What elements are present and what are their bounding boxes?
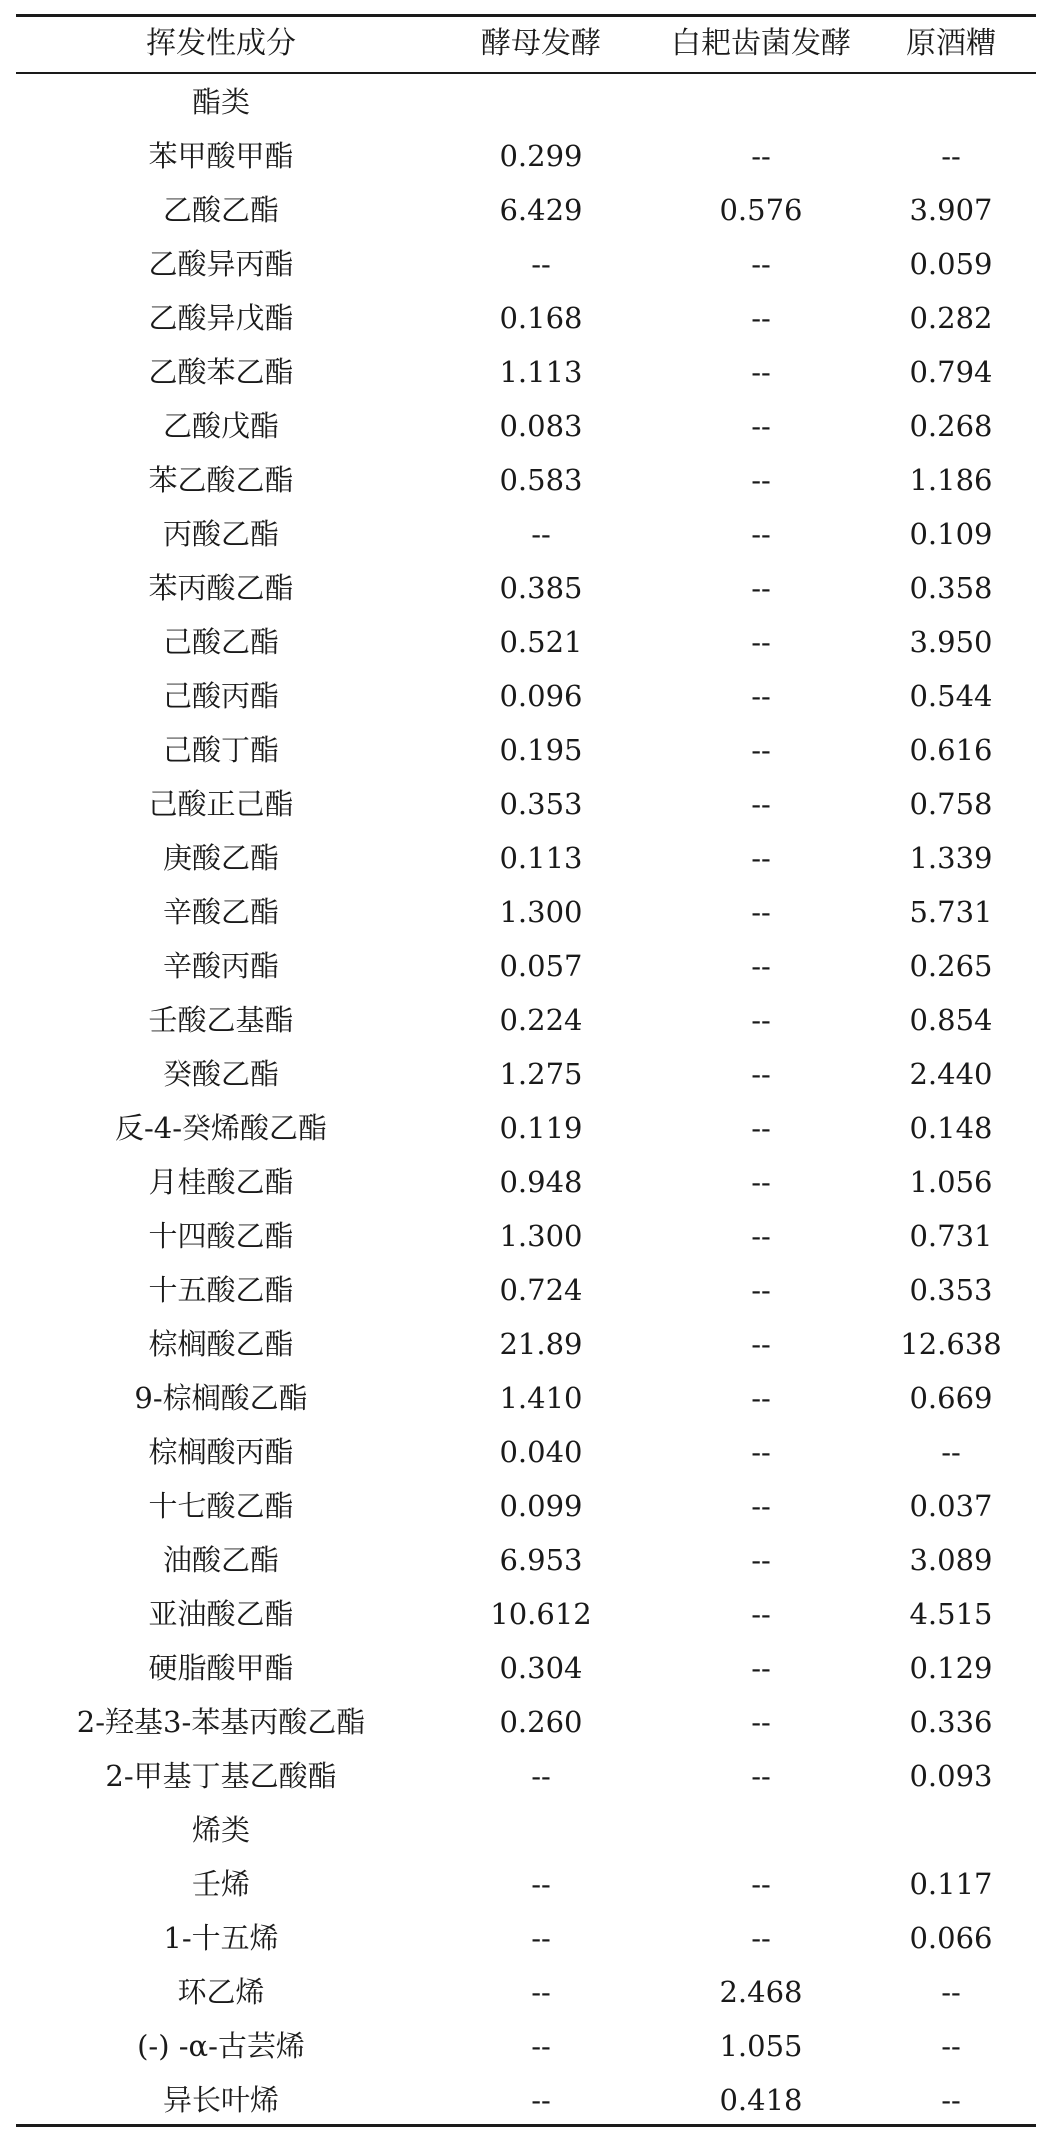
component-cell: 苯甲酸甲酯 bbox=[148, 139, 294, 173]
original-cell: -- bbox=[941, 2029, 961, 2063]
component-cell: 己酸正己酯 bbox=[148, 787, 294, 821]
category-label: 烯类 bbox=[191, 1813, 250, 1847]
table-row bbox=[16, 615, 1036, 669]
original-cell: 0.731 bbox=[909, 1219, 993, 1253]
fungus-cell: -- bbox=[751, 463, 771, 497]
table-row bbox=[16, 831, 1036, 885]
fungus-cell: -- bbox=[751, 1057, 771, 1091]
fungus-cell: -- bbox=[751, 1489, 771, 1523]
yeast-cell: 0.948 bbox=[499, 1165, 583, 1199]
yeast-cell: 0.096 bbox=[499, 679, 583, 713]
component-cell: 癸酸乙酯 bbox=[162, 1057, 279, 1091]
original-cell: 0.758 bbox=[909, 787, 993, 821]
component-cell: 辛酸乙酯 bbox=[162, 895, 279, 929]
original-cell: 4.515 bbox=[909, 1597, 993, 1631]
component-cell: 月桂酸乙酯 bbox=[148, 1165, 294, 1199]
yeast-cell: 0.724 bbox=[499, 1273, 583, 1307]
table-row bbox=[16, 1911, 1036, 1965]
table-row bbox=[16, 1155, 1036, 1209]
original-cell: 0.059 bbox=[909, 247, 993, 281]
yeast-cell: 0.224 bbox=[499, 1003, 583, 1037]
fungus-cell: -- bbox=[751, 1327, 771, 1361]
original-cell: 0.117 bbox=[909, 1867, 993, 1901]
yeast-cell: 0.083 bbox=[499, 409, 583, 443]
yeast-cell: 6.953 bbox=[499, 1543, 583, 1577]
original-cell bbox=[866, 75, 1036, 129]
table-row bbox=[16, 723, 1036, 777]
yeast-cell: 0.195 bbox=[499, 733, 583, 767]
fungus-cell: -- bbox=[751, 1435, 771, 1469]
original-cell: -- bbox=[941, 139, 961, 173]
original-cell: 5.731 bbox=[909, 895, 993, 929]
fungus-cell: -- bbox=[751, 517, 771, 551]
fungus-cell: -- bbox=[751, 1867, 771, 1901]
component-cell: 异长叶烯 bbox=[162, 2083, 279, 2117]
component-cell: 壬烯 bbox=[191, 1867, 250, 1901]
component-cell: 庚酸乙酯 bbox=[162, 841, 279, 875]
yeast-cell: 0.099 bbox=[499, 1489, 583, 1523]
fungus-cell: -- bbox=[751, 1705, 771, 1739]
table-row bbox=[16, 1749, 1036, 1803]
yeast-cell: 0.119 bbox=[499, 1111, 583, 1145]
component-cell: 己酸丁酯 bbox=[162, 733, 279, 767]
yeast-cell: -- bbox=[531, 517, 551, 551]
original-cell: 2.440 bbox=[909, 1057, 993, 1091]
fungus-cell bbox=[656, 75, 866, 129]
yeast-cell: -- bbox=[531, 1975, 551, 2009]
fungus-cell: -- bbox=[751, 1921, 771, 1955]
table-row bbox=[16, 183, 1036, 237]
yeast-cell: -- bbox=[531, 1759, 551, 1793]
original-cell: 0.037 bbox=[909, 1489, 993, 1523]
column-header-component: 挥发性成分 bbox=[146, 26, 296, 61]
table-row bbox=[16, 993, 1036, 1047]
component-cell: 油酸乙酯 bbox=[162, 1543, 279, 1577]
yeast-cell: 0.168 bbox=[499, 301, 583, 335]
yeast-cell: 1.113 bbox=[499, 355, 583, 389]
column-header-fungus: 白耙齿菌发酵 bbox=[671, 26, 851, 61]
table-row bbox=[16, 1047, 1036, 1101]
component-cell: 乙酸异戊酯 bbox=[148, 301, 294, 335]
original-cell: 0.282 bbox=[909, 301, 993, 335]
component-cell: 环乙烯 bbox=[177, 1975, 265, 2009]
yeast-cell: -- bbox=[531, 247, 551, 281]
yeast-cell bbox=[426, 75, 656, 129]
component-cell: 棕榈酸乙酯 bbox=[148, 1327, 294, 1361]
fungus-cell: -- bbox=[751, 679, 771, 713]
yeast-cell: 0.521 bbox=[499, 625, 583, 659]
original-cell: 12.638 bbox=[900, 1327, 1002, 1361]
yeast-cell: 0.260 bbox=[499, 1705, 583, 1739]
original-cell: 0.265 bbox=[909, 949, 993, 983]
component-cell: 十七酸乙酯 bbox=[148, 1489, 294, 1523]
original-cell: 0.358 bbox=[909, 571, 993, 605]
table-row bbox=[16, 345, 1036, 399]
fungus-cell: -- bbox=[751, 1273, 771, 1307]
fungus-cell: 0.576 bbox=[719, 193, 803, 227]
original-cell: 0.353 bbox=[909, 1273, 993, 1307]
table-row bbox=[16, 1101, 1036, 1155]
original-cell: 0.268 bbox=[909, 409, 993, 443]
component-cell: 苯丙酸乙酯 bbox=[148, 571, 294, 605]
yeast-cell: 0.040 bbox=[499, 1435, 583, 1469]
original-cell: 0.109 bbox=[909, 517, 993, 551]
table-row bbox=[16, 291, 1036, 345]
category-row bbox=[16, 75, 1036, 129]
yeast-cell: 1.275 bbox=[499, 1057, 583, 1091]
fungus-cell: -- bbox=[751, 841, 771, 875]
fungus-cell: -- bbox=[751, 1165, 771, 1199]
table-row bbox=[16, 1641, 1036, 1695]
original-cell: 0.616 bbox=[909, 733, 993, 767]
yeast-cell: 0.353 bbox=[499, 787, 583, 821]
yeast-cell: 0.113 bbox=[499, 841, 583, 875]
table-row bbox=[16, 1695, 1036, 1749]
fungus-cell: -- bbox=[751, 409, 771, 443]
fungus-cell: -- bbox=[751, 1543, 771, 1577]
column-header-yeast: 酵母发酵 bbox=[481, 26, 601, 61]
yeast-cell: 0.057 bbox=[499, 949, 583, 983]
table-row bbox=[16, 399, 1036, 453]
yeast-cell: -- bbox=[531, 1921, 551, 1955]
original-cell: 3.907 bbox=[909, 193, 993, 227]
original-cell: 0.794 bbox=[909, 355, 993, 389]
fungus-cell: -- bbox=[751, 1003, 771, 1037]
component-cell: 乙酸戊酯 bbox=[162, 409, 279, 443]
component-cell: (-) -α-古芸烯 bbox=[137, 2029, 305, 2063]
component-cell: 棕榈酸丙酯 bbox=[148, 1435, 294, 1469]
table-row bbox=[16, 1371, 1036, 1425]
table-row bbox=[16, 1965, 1036, 2019]
yeast-cell: -- bbox=[531, 2083, 551, 2117]
table-row bbox=[16, 1533, 1036, 1587]
fungus-cell: -- bbox=[751, 895, 771, 929]
component-cell: 乙酸异丙酯 bbox=[148, 247, 294, 281]
table-row bbox=[16, 561, 1036, 615]
original-cell: 3.950 bbox=[909, 625, 993, 659]
fungus-cell: -- bbox=[751, 1597, 771, 1631]
category-row bbox=[16, 1803, 1036, 1857]
yeast-cell: 0.583 bbox=[499, 463, 583, 497]
fungus-cell: -- bbox=[751, 1651, 771, 1685]
component-cell: 亚油酸乙酯 bbox=[148, 1597, 294, 1631]
original-cell: 0.148 bbox=[909, 1111, 993, 1145]
original-cell: 0.544 bbox=[909, 679, 993, 713]
table-row bbox=[16, 669, 1036, 723]
fungus-cell: 0.418 bbox=[719, 2083, 803, 2117]
table-row bbox=[16, 1857, 1036, 1911]
original-cell: -- bbox=[941, 2083, 961, 2117]
component-cell: 十五酸乙酯 bbox=[148, 1273, 294, 1307]
original-cell: 1.339 bbox=[909, 841, 993, 875]
table-row bbox=[16, 777, 1036, 831]
fungus-cell: -- bbox=[751, 625, 771, 659]
table-row bbox=[16, 129, 1036, 183]
table-row bbox=[16, 453, 1036, 507]
table-row bbox=[16, 2073, 1036, 2127]
original-cell bbox=[866, 1803, 1036, 1857]
component-cell: 9-棕榈酸乙酯 bbox=[134, 1381, 308, 1415]
fungus-cell: -- bbox=[751, 301, 771, 335]
table-row bbox=[16, 1479, 1036, 1533]
yeast-cell: 0.299 bbox=[499, 139, 583, 173]
component-cell: 十四酸乙酯 bbox=[148, 1219, 294, 1253]
yeast-cell: 1.410 bbox=[499, 1381, 583, 1415]
original-cell: -- bbox=[941, 1975, 961, 2009]
original-cell: 1.186 bbox=[909, 463, 993, 497]
fungus-cell: -- bbox=[751, 733, 771, 767]
table-row bbox=[16, 237, 1036, 291]
fungus-cell bbox=[656, 1803, 866, 1857]
table-row bbox=[16, 939, 1036, 993]
component-cell: 己酸丙酯 bbox=[162, 679, 279, 713]
table-row bbox=[16, 885, 1036, 939]
fungus-cell: -- bbox=[751, 571, 771, 605]
original-cell: 1.056 bbox=[909, 1165, 993, 1199]
original-cell: 0.129 bbox=[909, 1651, 993, 1685]
category-label: 酯类 bbox=[191, 85, 250, 119]
component-cell: 1-十五烯 bbox=[163, 1921, 279, 1955]
component-cell: 反-4-癸烯酸乙酯 bbox=[114, 1111, 328, 1145]
component-cell: 乙酸苯乙酯 bbox=[148, 355, 294, 389]
original-cell: 3.089 bbox=[909, 1543, 993, 1577]
original-cell: 0.093 bbox=[909, 1759, 993, 1793]
fungus-cell: -- bbox=[751, 355, 771, 389]
yeast-cell: 0.304 bbox=[499, 1651, 583, 1685]
yeast-cell: -- bbox=[531, 1867, 551, 1901]
yeast-cell: 1.300 bbox=[499, 895, 583, 929]
table-row bbox=[16, 507, 1036, 561]
component-cell: 丙酸乙酯 bbox=[162, 517, 279, 551]
component-cell: 苯乙酸乙酯 bbox=[148, 463, 294, 497]
table-row bbox=[16, 1587, 1036, 1641]
yeast-cell: 1.300 bbox=[499, 1219, 583, 1253]
fungus-cell: -- bbox=[751, 247, 771, 281]
yeast-cell: 21.89 bbox=[499, 1327, 583, 1361]
component-cell: 壬酸乙基酯 bbox=[148, 1003, 294, 1037]
component-cell: 乙酸乙酯 bbox=[162, 193, 279, 227]
fungus-cell: -- bbox=[751, 139, 771, 173]
component-cell: 辛酸丙酯 bbox=[162, 949, 279, 983]
table-row bbox=[16, 1317, 1036, 1371]
table-bottom-rule bbox=[16, 2124, 1036, 2127]
fungus-cell: -- bbox=[751, 1219, 771, 1253]
fungus-cell: -- bbox=[751, 1381, 771, 1415]
table-header-row bbox=[16, 17, 1036, 71]
original-cell: -- bbox=[941, 1435, 961, 1469]
original-cell: 0.854 bbox=[909, 1003, 993, 1037]
component-cell: 2-羟基3-苯基丙酸乙酯 bbox=[76, 1705, 366, 1739]
yeast-cell: 10.612 bbox=[490, 1597, 592, 1631]
column-header-original: 原酒糟 bbox=[906, 26, 996, 61]
original-cell: 0.669 bbox=[909, 1381, 993, 1415]
fungus-cell: 2.468 bbox=[719, 1975, 803, 2009]
original-cell: 0.066 bbox=[909, 1921, 993, 1955]
fungus-cell: -- bbox=[751, 1759, 771, 1793]
table-row bbox=[16, 1263, 1036, 1317]
yeast-cell: 0.385 bbox=[499, 571, 583, 605]
fungus-cell: -- bbox=[751, 787, 771, 821]
table-row bbox=[16, 1209, 1036, 1263]
table-header-rule bbox=[16, 72, 1036, 74]
component-cell: 己酸乙酯 bbox=[162, 625, 279, 659]
yeast-cell bbox=[426, 1803, 656, 1857]
component-cell: 2-甲基丁基乙酸酯 bbox=[105, 1759, 337, 1793]
yeast-cell: 6.429 bbox=[499, 193, 583, 227]
table-row bbox=[16, 1425, 1036, 1479]
fungus-cell: 1.055 bbox=[719, 2029, 803, 2063]
component-cell: 硬脂酸甲酯 bbox=[148, 1651, 294, 1685]
fungus-cell: -- bbox=[751, 949, 771, 983]
original-cell: 0.336 bbox=[909, 1705, 993, 1739]
yeast-cell: -- bbox=[531, 2029, 551, 2063]
fungus-cell: -- bbox=[751, 1111, 771, 1145]
table-row bbox=[16, 2019, 1036, 2073]
